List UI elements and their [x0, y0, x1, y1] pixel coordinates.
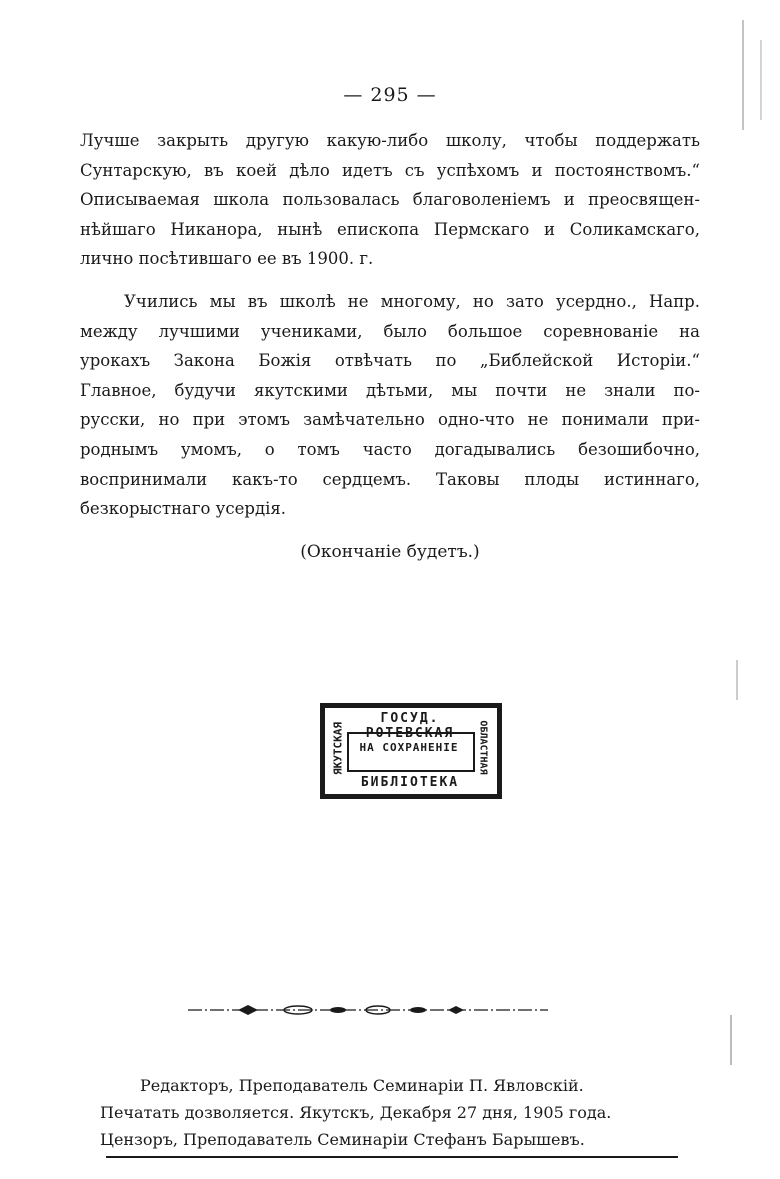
text-line: воспринимали какъ-то сердцемъ. Таковы плоды истиннаго, [80, 469, 700, 489]
text-line: Учились мы въ школѣ не многому, но зато усердно., Напр. [124, 292, 700, 311]
text-line: Главное, будучи якутскими дѣтьми, мы почти не знали по- [80, 380, 700, 400]
imprint-editor: Редакторъ, Преподаватель Семинарiи П. Явловскiй. [140, 1076, 584, 1095]
text-line: безкорыстнаго усердiя. [80, 499, 287, 519]
stamp-bottom-text: БИБЛIОТЕКА [360, 775, 460, 790]
ornament-divider [188, 1002, 548, 1018]
stamp-right-text: ОБЛАСТНАЯ [477, 720, 489, 775]
text-line: лично посѣтившаго ее въ 1900. г. [80, 249, 374, 269]
stamp-top-text: ГОСУД. РОТЕВСКАЯ [365, 711, 455, 741]
scan-noise [736, 660, 738, 700]
text-line: Описываемая школа пользовалась благоволенiемъ и преосвящен- [80, 190, 700, 210]
page-number: — 295 — [343, 84, 437, 106]
stamp-middle-text: НА СОХРАНЕНIЕ [359, 741, 459, 754]
text-line: роднымъ умомъ, о томъ часто догадывались безошибочно, [80, 439, 700, 459]
scan-noise [730, 1015, 732, 1065]
paragraph-1 [80, 126, 700, 274]
text-line: Сунтарскую, въ коей дѣло идетъ съ успѣхомъ и постоянствомъ.“ [80, 160, 700, 180]
imprint-rule [106, 1156, 678, 1158]
paragraph-2 [80, 287, 700, 524]
text-line: Лучше закрыть другую какую-либо школу, чтобы поддержать [80, 131, 700, 150]
imprint-permission: Печатать дозволяется. Якутскъ, Декабря 27 дня, 1905 года. [100, 1103, 612, 1122]
to-be-continued-note: (Окончанiе будетъ.) [300, 542, 480, 562]
scan-noise [760, 40, 762, 120]
library-stamp [320, 703, 502, 799]
imprint-censor: Цензоръ, Преподаватель Семинарiи Стефанъ Барышевъ. [100, 1130, 585, 1149]
stamp-left-text: ЯКУТСКАЯ [331, 722, 345, 775]
scan-noise [742, 20, 744, 130]
text-line: русски, но при этомъ замѣчательно одно-что не понимали при- [80, 410, 700, 430]
text-line: между лучшими учениками, было большое соревнованiе на [80, 321, 700, 341]
text-line: урокахъ Закона Божiя отвѣчать по „Библейской Исторiи.“ [80, 351, 700, 371]
text-line: нѣйшаго Никанора, нынѣ епископа Пермскаго и Соликамскаго, [80, 219, 700, 239]
